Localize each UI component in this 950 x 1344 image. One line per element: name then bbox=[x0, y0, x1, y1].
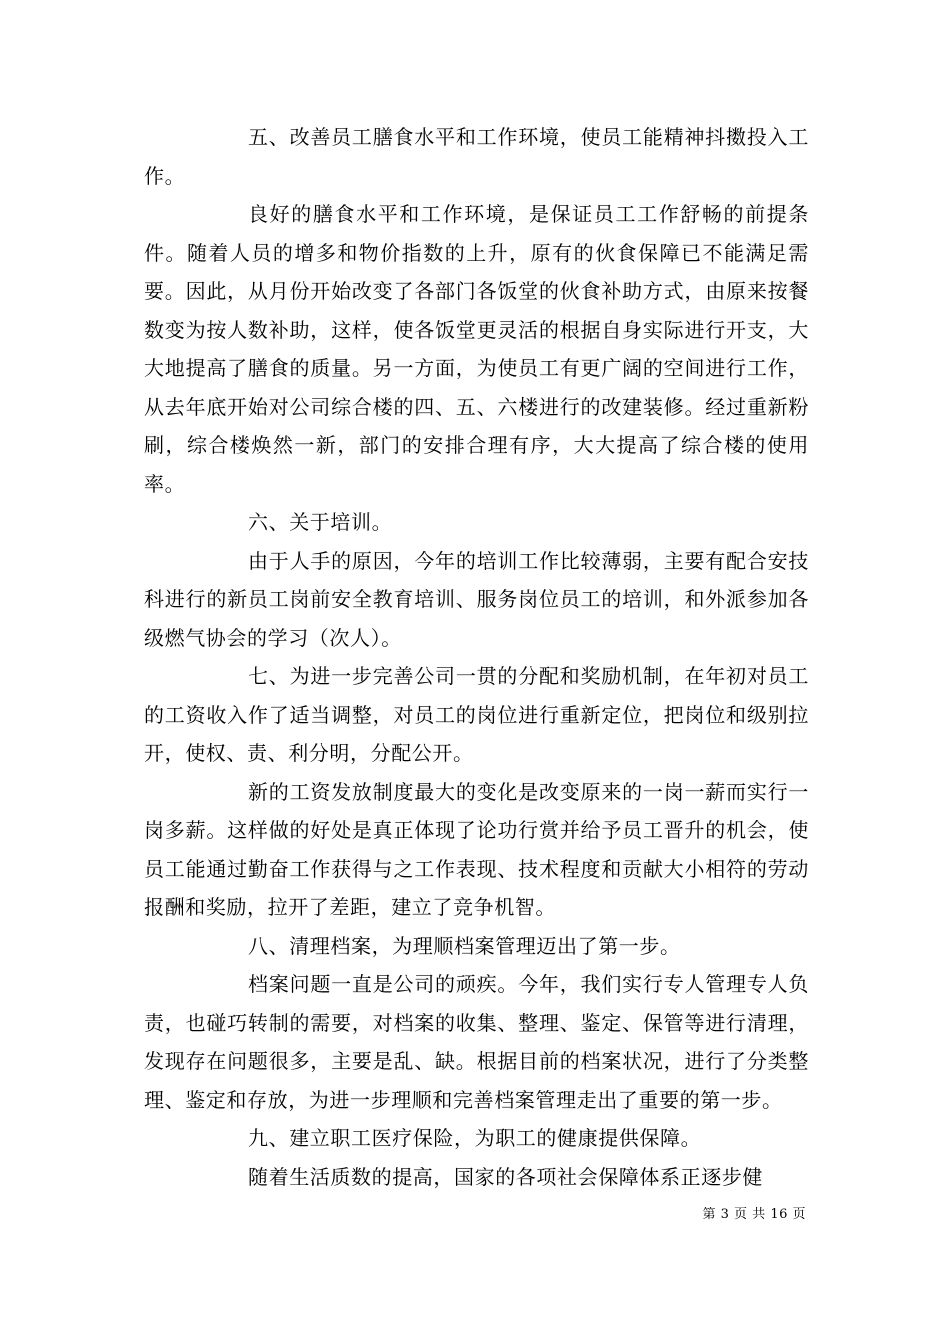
page-number-footer: 第 3 页 共 16 页 bbox=[702, 1207, 806, 1222]
paragraph: 档案问题一直是公司的顽疾。今年，我们实行专人管理专人负责，也碰巧转制的需要，对档案的收集、整理、鉴定、保管等进行清理，发现存在问题很多，主要是乱、缺。根据目前的档案状况，进行了分类整理、鉴定和存放，为进一步理顺和完善档案管理走出了重要的第一步。 bbox=[144, 972, 809, 1112]
body-text bbox=[144, 118, 809, 1196]
paragraph-heading-5: 五、改善员工膳食水平和工作环境，使员工能精神抖擞投入工作。 bbox=[144, 125, 809, 188]
paragraph-heading-9: 九、建立职工医疗保险，为职工的健康提供保障。 bbox=[248, 1126, 702, 1150]
paragraph: 随着生活质数的提高，国家的各项社会保障体系正逐步健 bbox=[248, 1164, 763, 1189]
paragraph: 良好的膳食水平和工作环境，是保证员工工作舒畅的前提条件。随着人员的增多和物价指数的上升，原有的伙食保障已不能满足需要。因此，从月份开始改变了各部门各饭堂的伙食补助方式，由原来按餐数变为按人数补助，这样，使各饭堂更灵活的根据自身实际进行开支，大大地提高了膳食的质量。另一方面，为使员工有更广阔的空间进行工作，从去年底开始对公司综合楼的四、五、六楼进行的改建装修。经过重新粉刷，综合楼焕然一新，部门的安排合理有序，大大提高了综合楼的使用率。 bbox=[144, 202, 809, 496]
paragraph: 由于人手的原因，今年的培训工作比较薄弱，主要有配合安技科进行的新员工岗前安全教育培训、服务岗位员工的培训，和外派参加各级燃气协会的学习（次人）。 bbox=[144, 548, 809, 650]
paragraph: 新的工资发放制度最大的变化是改变原来的一岗一薪而实行一岗多薪。这样做的好处是真正体现了论功行赏并给予员工晋升的机会，使员工能通过勤奋工作获得与之工作表现、技术程度和贡献大小相符的劳动报酬和奖励，拉开了差距，建立了竞争机智。 bbox=[144, 779, 809, 919]
paragraph-heading-6: 六、关于培训。 bbox=[248, 510, 393, 534]
paragraph-heading-7: 七、为进一步完善公司一贯的分配和奖励机制，在年初对员工的工资收入作了适当调整，对员工的岗位进行重新定位，把岗位和级别拉开，使权、责、利分明，分配公开。 bbox=[144, 664, 809, 765]
paragraph-heading-8: 八、清理档案，为理顺档案管理迈出了第一步。 bbox=[248, 933, 681, 958]
